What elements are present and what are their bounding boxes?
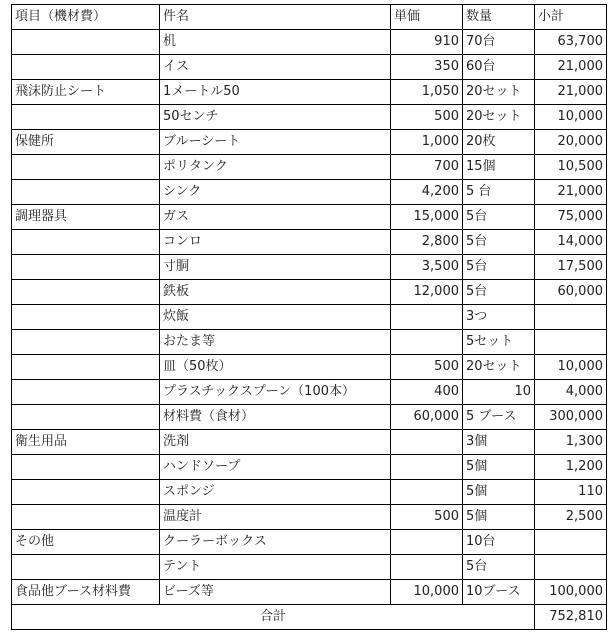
cell-category	[12, 230, 160, 255]
cell-subtotal: 21,000	[535, 180, 607, 205]
cell-name: スポンジ	[160, 480, 391, 505]
cell-category: その他	[12, 530, 160, 555]
cell-unit-price: 4,200	[391, 180, 463, 205]
cell-category	[12, 380, 160, 405]
table-row	[12, 130, 607, 155]
cell-unit-price: 15,000	[391, 205, 463, 230]
cell-quantity: 5 台	[463, 180, 535, 205]
table-row	[12, 555, 607, 580]
header-category: 項目（機材費）	[12, 5, 160, 30]
cell-category	[12, 155, 160, 180]
cell-name: 寸胴	[160, 255, 391, 280]
cell-name: 50センチ	[160, 105, 391, 130]
cell-name: おたま等	[160, 330, 391, 355]
total-row	[12, 605, 607, 630]
table-row	[12, 55, 607, 80]
cell-unit-price: 500	[391, 505, 463, 530]
cell-quantity: 20セット	[463, 105, 535, 130]
cell-unit-price	[391, 305, 463, 330]
table-row	[12, 180, 607, 205]
cell-subtotal: 4,000	[535, 380, 607, 405]
cell-quantity: 70台	[463, 30, 535, 55]
cell-subtotal: 300,000	[535, 405, 607, 430]
cell-unit-price: 910	[391, 30, 463, 55]
cell-unit-price: 3,500	[391, 255, 463, 280]
cell-category	[12, 330, 160, 355]
table-row	[12, 405, 607, 430]
cell-category: 衛生用品	[12, 430, 160, 455]
cell-quantity: 3個	[463, 430, 535, 455]
cell-name: 材料費（食材）	[160, 405, 391, 430]
cell-quantity: 5セット	[463, 330, 535, 355]
total-label: 合計	[12, 605, 535, 630]
cell-unit-price: 700	[391, 155, 463, 180]
cell-quantity: 5個	[463, 480, 535, 505]
cell-subtotal: 21,000	[535, 80, 607, 105]
cell-quantity: 5台	[463, 255, 535, 280]
table-row	[12, 80, 607, 105]
cell-name: シンク	[160, 180, 391, 205]
cell-quantity: 5台	[463, 230, 535, 255]
cell-category	[12, 55, 160, 80]
cell-quantity: 10	[463, 380, 535, 405]
cell-unit-price: 400	[391, 380, 463, 405]
cell-name: 洗剤	[160, 430, 391, 455]
cell-name: 鉄板	[160, 280, 391, 305]
total-value: 752,810	[535, 605, 607, 630]
cell-name: 炊飯	[160, 305, 391, 330]
cell-quantity: 10ブース	[463, 580, 535, 605]
cell-subtotal	[535, 330, 607, 355]
cell-quantity: 5 ブース	[463, 405, 535, 430]
cell-subtotal: 10,000	[535, 105, 607, 130]
header-name: 件名	[160, 5, 391, 30]
cell-unit-price: 10,000	[391, 580, 463, 605]
cell-quantity: 5台	[463, 555, 535, 580]
cell-subtotal: 14,000	[535, 230, 607, 255]
cell-quantity: 20セット	[463, 80, 535, 105]
cell-subtotal: 60,000	[535, 280, 607, 305]
header-subtotal: 小計	[535, 5, 607, 30]
cell-subtotal: 110	[535, 480, 607, 505]
cell-name: クーラーボックス	[160, 530, 391, 555]
cell-quantity: 5台	[463, 205, 535, 230]
cell-quantity: 10台	[463, 530, 535, 555]
cell-quantity: 15個	[463, 155, 535, 180]
header-quantity: 数量	[463, 5, 535, 30]
cell-category	[12, 505, 160, 530]
cell-name: テント	[160, 555, 391, 580]
cell-quantity: 5台	[463, 280, 535, 305]
cell-subtotal	[535, 530, 607, 555]
table-row	[12, 255, 607, 280]
table-row	[12, 505, 607, 530]
cell-name: ハンドソープ	[160, 455, 391, 480]
cell-name: プラスチックスプーン（100本）	[160, 380, 391, 405]
header-unit-price: 単価	[391, 5, 463, 30]
cell-category: 調理器具	[12, 205, 160, 230]
cell-category	[12, 280, 160, 305]
cell-name: コンロ	[160, 230, 391, 255]
cell-category: 飛沫防止シート	[12, 80, 160, 105]
cell-unit-price: 500	[391, 355, 463, 380]
cell-subtotal: 75,000	[535, 205, 607, 230]
cell-unit-price	[391, 530, 463, 555]
table-row	[12, 380, 607, 405]
cell-category: 保健所	[12, 130, 160, 155]
cell-name: 皿（50枚）	[160, 355, 391, 380]
cell-name: ポリタンク	[160, 155, 391, 180]
cell-name: 机	[160, 30, 391, 55]
cell-subtotal: 1,300	[535, 430, 607, 455]
cell-unit-price	[391, 480, 463, 505]
table-row	[12, 580, 607, 605]
cell-name: ガス	[160, 205, 391, 230]
cell-unit-price	[391, 430, 463, 455]
cell-unit-price	[391, 330, 463, 355]
cell-category	[12, 305, 160, 330]
table-row	[12, 30, 607, 55]
cell-name: ブルーシート	[160, 130, 391, 155]
table-row	[12, 455, 607, 480]
cell-subtotal: 63,700	[535, 30, 607, 55]
cell-subtotal: 1,200	[535, 455, 607, 480]
cell-quantity: 60台	[463, 55, 535, 80]
cell-category	[12, 30, 160, 55]
cell-unit-price: 60,000	[391, 405, 463, 430]
cell-subtotal	[535, 555, 607, 580]
cell-category	[12, 455, 160, 480]
cell-quantity: 20セット	[463, 355, 535, 380]
cell-category	[12, 405, 160, 430]
cell-subtotal	[535, 305, 607, 330]
cell-name: ビーズ等	[160, 580, 391, 605]
cell-unit-price: 1,050	[391, 80, 463, 105]
cell-category	[12, 355, 160, 380]
cell-unit-price: 2,800	[391, 230, 463, 255]
cell-category	[12, 255, 160, 280]
table-row	[12, 330, 607, 355]
cell-category	[12, 480, 160, 505]
table-row	[12, 430, 607, 455]
cell-unit-price: 350	[391, 55, 463, 80]
cell-subtotal: 21,000	[535, 55, 607, 80]
cell-unit-price: 500	[391, 105, 463, 130]
cell-name: イス	[160, 55, 391, 80]
cell-quantity: 5個	[463, 505, 535, 530]
table-row	[12, 105, 607, 130]
cell-category	[12, 555, 160, 580]
table-row	[12, 355, 607, 380]
cell-quantity: 3つ	[463, 305, 535, 330]
cell-category	[12, 105, 160, 130]
cell-subtotal: 20,000	[535, 130, 607, 155]
cell-category	[12, 180, 160, 205]
table-row	[12, 530, 607, 555]
cell-unit-price	[391, 455, 463, 480]
cell-subtotal: 10,500	[535, 155, 607, 180]
cell-subtotal: 2,500	[535, 505, 607, 530]
cell-quantity: 20枚	[463, 130, 535, 155]
table-row	[12, 305, 607, 330]
cell-unit-price: 12,000	[391, 280, 463, 305]
cell-name: 温度計	[160, 505, 391, 530]
table-body	[12, 5, 607, 630]
cell-subtotal: 10,000	[535, 355, 607, 380]
header-row	[12, 5, 607, 30]
table-row	[12, 205, 607, 230]
cell-category: 食品他ブース材料費	[12, 580, 160, 605]
cell-subtotal: 100,000	[535, 580, 607, 605]
table-row	[12, 480, 607, 505]
table-row	[12, 155, 607, 180]
cell-unit-price: 1,000	[391, 130, 463, 155]
cost-table	[11, 4, 607, 630]
cell-subtotal: 17,500	[535, 255, 607, 280]
table-row	[12, 230, 607, 255]
table-row	[12, 280, 607, 305]
cell-quantity: 5個	[463, 455, 535, 480]
cell-name: 1メートル50	[160, 80, 391, 105]
cell-unit-price	[391, 555, 463, 580]
